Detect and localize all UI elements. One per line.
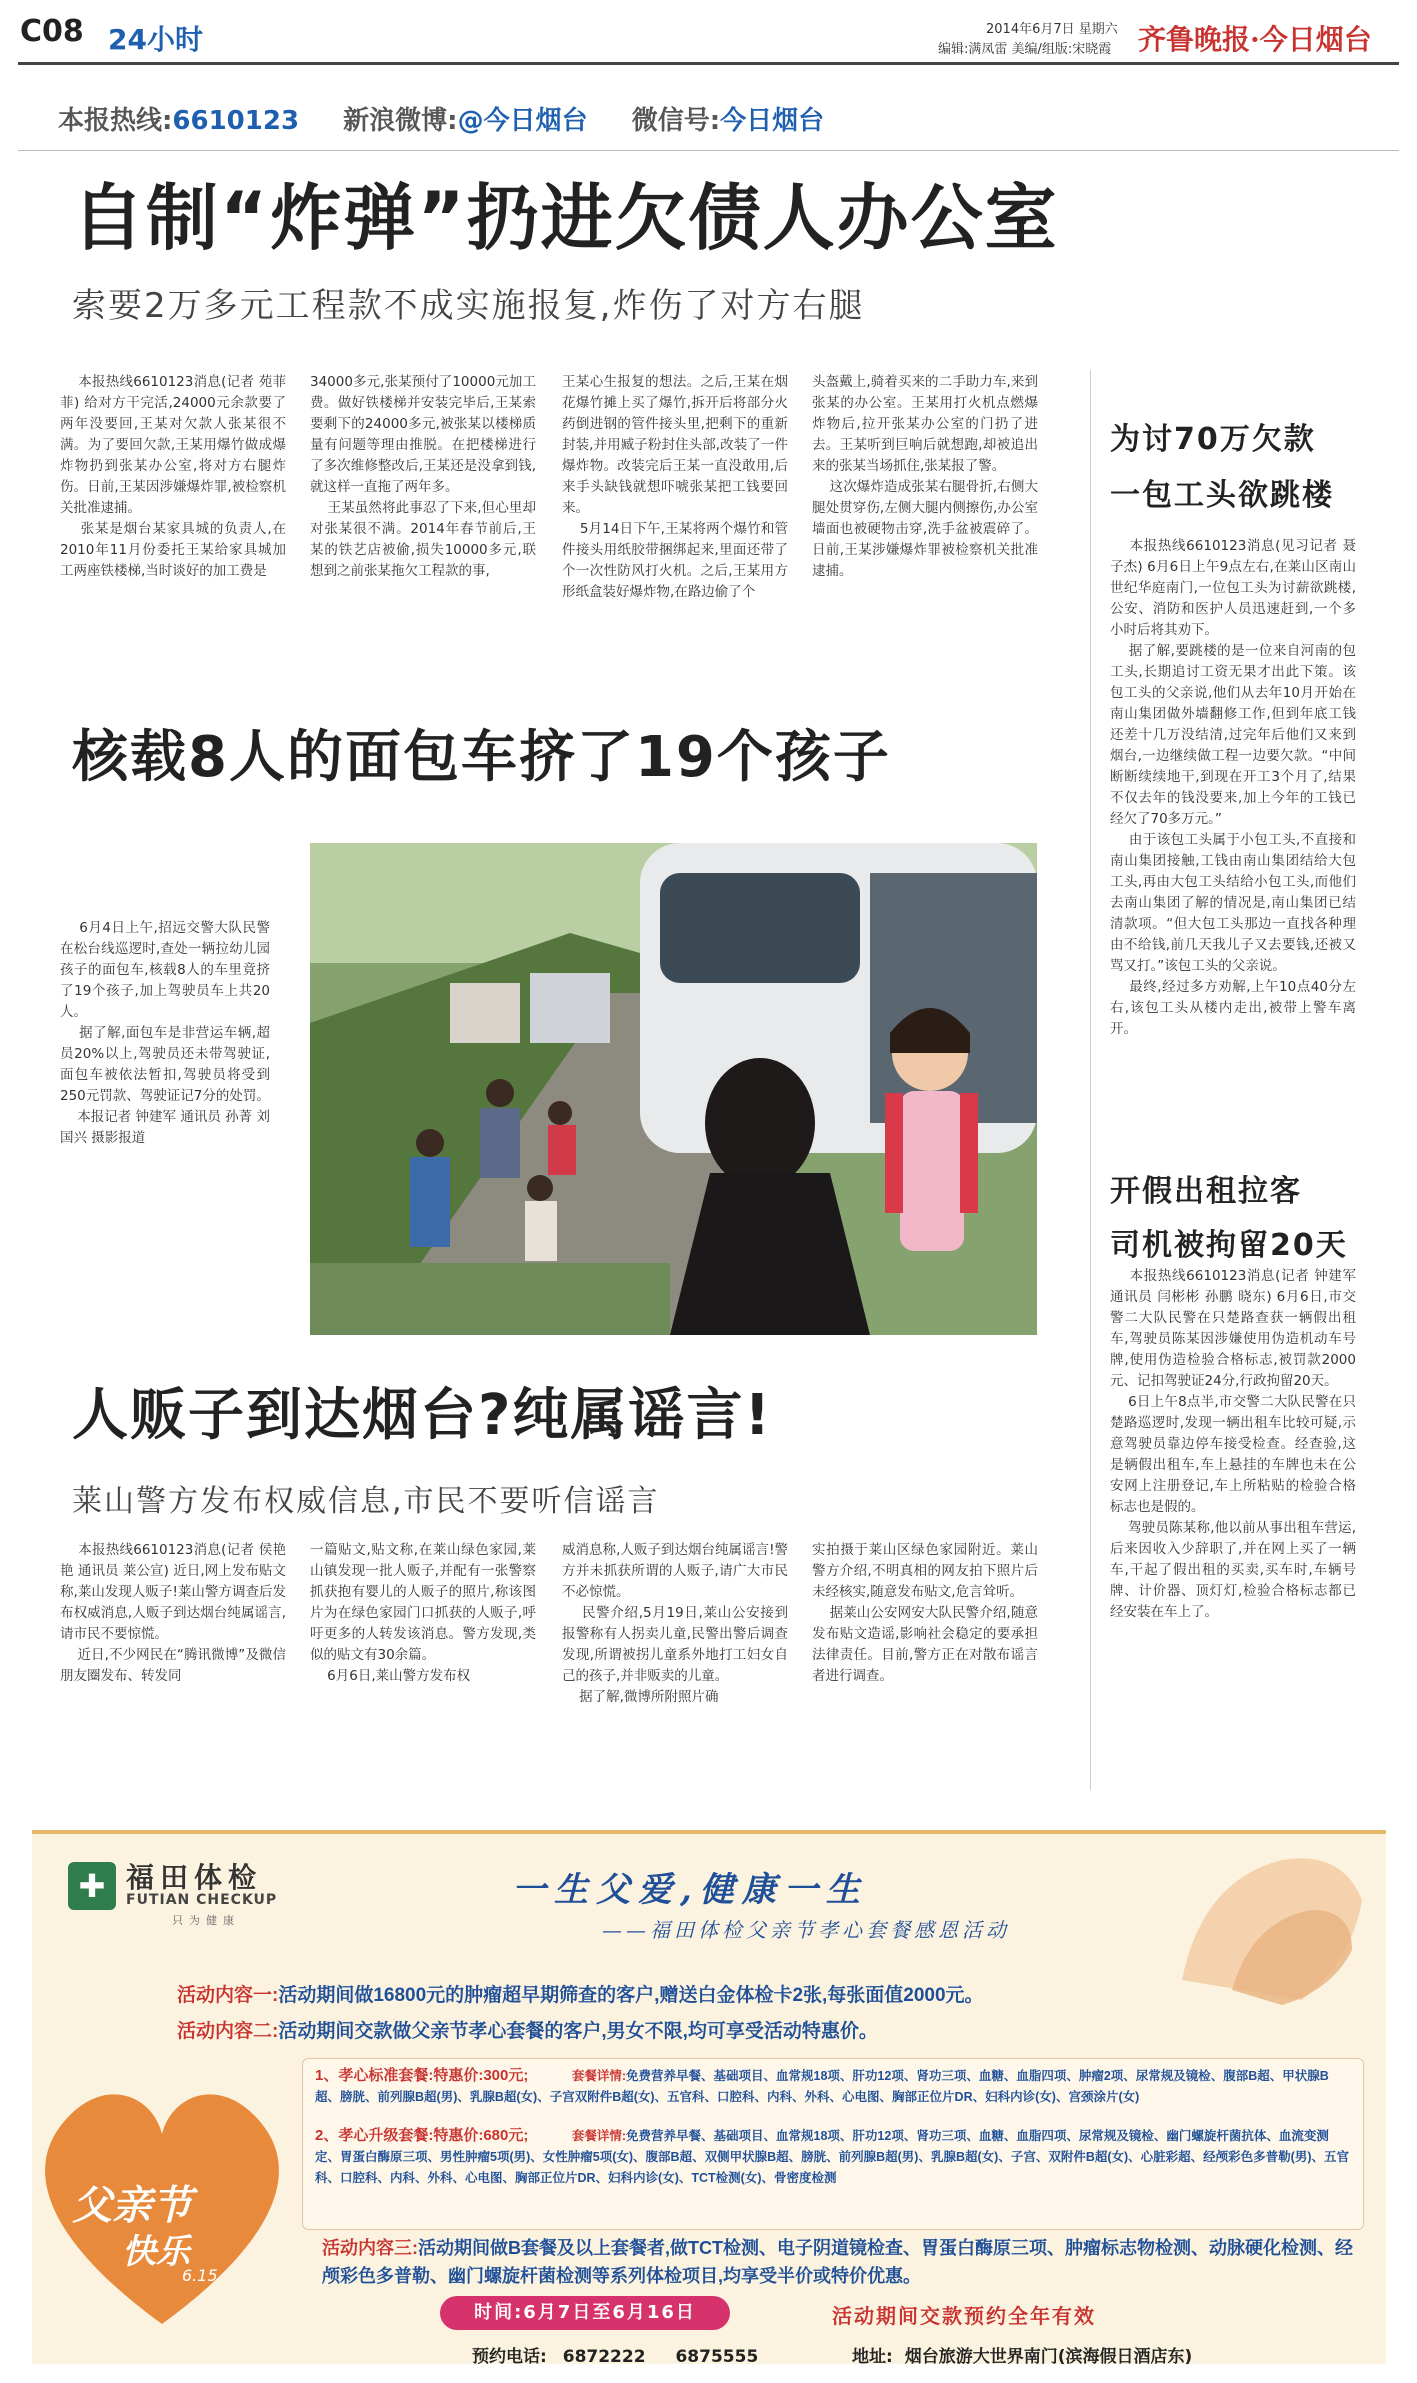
- act2-label: 活动内容二:: [177, 2021, 279, 2042]
- article1-subtitle: 索要2万多元工程款不成实施报复,炸伤了对方右腿: [72, 286, 865, 326]
- addr-line: [852, 2342, 1192, 2367]
- pkg2: [315, 2125, 1351, 2189]
- article1-col: 头盔戴上,骑着买来的二手助力车,来到张某的办公室。王某用打火机点燃爆炸物后,拉开张某办公室的门扔了进去。王某听到巨响后就想跑,却被追出来的张某当场抓住,张某报了警。 这次爆炸造成张某右腿骨折,右侧大腿处贯穿伤,左侧大腿内侧擦伤,办公室墙面也被硬物击穿,洗手盆被震碎了。日前,王某涉嫌爆炸罪被检察机关批准逮捕。: [812, 374, 1038, 579]
- act1: [177, 1984, 1357, 2008]
- page-header: [0, 0, 1417, 60]
- article2-body: 6月4日上午,招远交警大队民警在松台线巡逻时,查处一辆拉幼儿园孩子的面包车,核载8人的车里竟挤了19个孩子,加上驾驶员车上共20人。 据了解,面包车是非营运车辆,超员20%以上,驾驶员还未带驾驶证,面包车被依法暂扣,驾驶员将受到250元罚款、驾驶证记7分的处罚。 本报记者 钟建军 通讯员 孙菁 刘国兴 摄影报道: [60, 920, 270, 1146]
- article1-title: 自制“炸弹”扔进欠债人办公室: [72, 176, 1059, 260]
- act1-label: 活动内容一:: [177, 1985, 279, 2006]
- contact-bar: [58, 100, 824, 137]
- contact-rule: [18, 150, 1399, 151]
- side2-title1: 开假出租拉客: [1110, 1174, 1302, 1209]
- weibo-label: 新浪微博:: [343, 106, 458, 136]
- phone2: 6875555: [675, 2347, 759, 2367]
- heart-text1: 父亲节: [72, 2182, 192, 2229]
- article2-title: 核载8人的面包车挤了19个孩子: [72, 725, 891, 790]
- time-badge: 时间:6月7日至6月16日: [440, 2296, 730, 2330]
- act2: [177, 2020, 1357, 2044]
- act3-label: 活动内容三:: [322, 2238, 418, 2258]
- package-box: [302, 2058, 1364, 2230]
- pkg1-detail: 免费营养早餐、基础项目、血常规18项、肝功12项、肾功三项、血糖、血脂四项、肿瘤2项、尿常规及镜检、腹部B超、甲状腺B超、膀胱、前列腺B超(男)、乳腺B超(女)、子宫双附件B超(女)、五官科、口腔科、内科、外科、心电图、胸部正位片DR、妇科内诊(女)、宫颈涂片(女): [315, 2069, 1329, 2104]
- side1-body: 本报热线6610123消息(见习记者 聂子杰) 6月6日上午9点左右,在莱山区南山世纪华庭南门,一位包工头为讨薪欲跳楼,公安、消防和医护人员迅速赶到,一个多小时后将其劝下。 据了解,要跳楼的是一位来自河南的包工头,长期追讨工资无果才出此下策。该包工头的父亲说,他们从去年10月开始在南山集团做外墙翻修工作,但到年底工钱还差十几万没结清,过完年后他们又来到烟台,一边继续做工程一边要欠款。“中间断断续续地干,到现在开工3个月了,结果不仅去年的钱没要来,加上今年的工钱已经欠了70多万元。” 由于该包工头属于小包工头,不直接和南山集团接触,工钱由南山集团结给大包工头,再由大包工头结给小包工头,而他们去南山集团了解的情况是,南山集团已结清款项。“但大包工头那边一直找各种理由不给钱,前几天我儿子又去要钱,还被又骂又打。”该包工头的父亲说。 最终,经过多方劝解,上午10点40分左右,该包工头从楼内走出,被带上警车离开。: [1110, 538, 1356, 1037]
- ad-subslogan: ——福田体检父亲节孝心套餐感恩活动: [602, 1918, 1010, 1942]
- weibo-value: @今日烟台: [457, 106, 588, 136]
- wechat-label: 微信号:: [631, 106, 721, 136]
- hotline-label: 本报热线:: [58, 106, 173, 136]
- sidebar-divider: [1090, 370, 1091, 1790]
- newspaper-brand: 齐鲁晚报·今日烟台: [1138, 23, 1372, 56]
- heart-date: 6.15: [182, 2266, 218, 2285]
- addr: 烟台旅游大世界南门(滨海假日酒店东): [904, 2347, 1193, 2367]
- article1-col: 本报热线6610123消息(记者 苑菲菲) 给对方干完活,24000元余款要了两年没要回,王某对欠款人张某很不满。为了要回欠款,王某用爆竹做成爆炸物扔到张某办公室,将对方右腿炸伤。日前,王某因涉嫌爆炸罪,被检察机关批准逮捕。 张某是烟台某家具城的负责人,在2010年11月份委托王某给家具城加工两座铁楼梯,当时谈好的加工费是: [60, 374, 286, 579]
- phone1: 6872222: [562, 2347, 646, 2367]
- ad-brand-cn: 福田体检: [126, 1861, 263, 1894]
- pkg2-label: 2、孝心升级套餐:特惠价:680元;: [315, 2127, 529, 2144]
- wechat-value: 今日烟台: [720, 106, 825, 136]
- section-name: 24小时: [108, 23, 203, 56]
- article3-title: 人贩子到达烟台?纯属谣言!: [72, 1383, 773, 1448]
- ad-logo-icon: ✚: [68, 1862, 116, 1910]
- hotline-value: 6610123: [172, 106, 300, 136]
- news-photo: [310, 843, 1037, 1335]
- phone-label: 预约电话:: [472, 2347, 547, 2367]
- article3-col: 实拍摄于莱山区绿色家园附近。莱山警方介绍,不明真相的网友拍下照片后未经核实,随意发布贴文,危言耸听。 据莱山公安网安大队民警介绍,随意发布贴文造谣,影响社会稳定的要承担法律责任。目前,警方正在对散布谣言者进行调查。: [812, 1542, 1038, 1684]
- pkg1-detail-label: 套餐详情:: [571, 2069, 627, 2083]
- ad-section: [32, 1830, 1386, 2367]
- header-rule: [18, 62, 1399, 65]
- act1-text: 活动期间做16800元的肿瘤超早期筛查的客户,赠送白金体检卡2张,每张面值2000元。: [278, 1985, 984, 2006]
- pkg1: [315, 2065, 1351, 2108]
- article3-subtitle: 莱山警方发布权威信息,市民不要听信谣言: [72, 1484, 660, 1519]
- article3-col: 本报热线6610123消息(记者 侯艳艳 通讯员 莱公宣) 近日,网上发布贴文称,莱山发现人贩子!莱山警方调查后发布权威消息,人贩子到达烟台纯属谣言,请市民不要惊慌。 近日,不少网民在“腾讯微博”及微信朋友圈发布、转发同: [60, 1542, 287, 1684]
- side2-title2: 司机被拘留20天: [1110, 1228, 1348, 1263]
- addr-label: 地址:: [852, 2347, 893, 2367]
- side2-body: 本报热线6610123消息(记者 钟建军 通讯员 闫彬彬 孙鹏 晓东) 6月6日,市交警二大队民警在只楚路查获一辆假出租车,驾驶员陈某因涉嫌使用伪造机动车号牌,使用伪造检验合格标志,被罚款2000元、记扣驾驶证24分,行政拘留20天。 6日上午8点半,市交警二大队民警在只楚路巡逻时,发现一辆出租车比较可疑,示意驾驶员靠边停车接受检查。经查验,这是辆假出租车,车上悬挂的车牌也未在公安网上注册登记,车上所粘贴的检验合格标志也是假的。 驾驶员陈某称,他以前从事出租车营运,后来因收入少辞职了,并在网上买了一辆车,干起了假出租的买卖,买车时,车辆号牌、计价器、顶灯灯,检验合格标志都已经安装在车上了。: [1110, 1268, 1356, 1620]
- article3-col: 一篇贴文,贴文称,在莱山绿色家园,莱山镇发现一批人贩子,并配有一张警察抓获抱有婴儿的人贩子的照片,称该图片为在绿色家园门口抓获的人贩子,呼吁更多的人转发该消息。警方发现,类似的贴文有30余篇。 6月6日,莱山警方发布权: [310, 1542, 536, 1684]
- article1-col: 34000多元,张某预付了10000元加工费。做好铁楼梯并安装完毕后,王某索要剩下的24000多元,被张某以楼梯质量有问题等理由推脱。在把楼梯进行了多次维修整改后,王某还是没拿到钱,就这样一直拖了两年多。 王某虽然将此事忍了下来,但心里却对张某很不满。2014年春节前后,王某的铁艺店被偷,损失10000多元,联想到之前张某拖欠工程款的事,: [310, 374, 536, 579]
- header-date: 2014年6月7日 星期六: [986, 22, 1118, 37]
- ad-brand-tag: 只为健康: [172, 1914, 240, 1927]
- act3: [322, 2234, 1362, 2290]
- header-editors: 编辑:满凤雷 美编/组版:宋晓霞: [938, 42, 1112, 57]
- page-number: C08: [20, 14, 84, 49]
- article3-col: 威消息称,人贩子到达烟台纯属谣言!警方并未抓获所谓的人贩子,请广大市民不必惊慌。 民警介绍,5月19日,莱山公安接到报警称有人拐卖儿童,民警出警后调查发现,所谓被拐儿童系外地打工妇女自己的孩子,并非贩卖的儿童。 据了解,微博所附照片确: [562, 1542, 788, 1705]
- pkg2-detail: 免费营养早餐、基础项目、血常规18项、肝功12项、肾功三项、血糖、血脂四项、尿常规及镜检、幽门螺旋杆菌抗体、血流变测定、胃蛋白酶原三项、男性肿瘤5项(男)、女性肿瘤5项(女)、腹部B超、双侧甲状腺B超、膀胱、前列腺B超(男)、乳腺B超(女)、子宫、双附件B超(女)、心脏彩超、经颅彩色多普勒(男)、五官科、口腔科、内科、外科、心电图、胸部正位片DR、妇科内诊(女)、TCT检测(女)、骨密度检测: [315, 2129, 1349, 2185]
- pkg1-label: 1、孝心标准套餐:特惠价:300元;: [315, 2067, 529, 2084]
- side1-title1: 为讨70万欠款: [1110, 422, 1316, 457]
- act2-text: 活动期间交款做父亲节孝心套餐的客户,男女不限,均可享受活动特惠价。: [278, 2021, 878, 2042]
- act3-text: 活动期间做B套餐及以上套餐者,做TCT检测、电子阴道镜检查、胃蛋白酶原三项、肿瘤标志物检测、动脉硬化检测、经颅彩色多普勒、幽门螺旋杆菌检测等系列体检项目,均享受半价或特价优惠。: [322, 2238, 1353, 2286]
- side1-title2: 一包工头欲跳楼: [1110, 478, 1334, 513]
- heart-text2: 快乐: [122, 2232, 190, 2272]
- photo-illustration: [310, 843, 1037, 1335]
- ad-notice: 活动期间交款预约全年有效: [832, 2304, 1096, 2328]
- pkg2-detail-label: 套餐详情:: [571, 2129, 627, 2143]
- ad-brand-en: FUTIAN CHECKUP: [126, 1892, 278, 1908]
- article1-col: 王某心生报复的想法。之后,王某在烟花爆竹摊上买了爆竹,拆开后将部分火药倒进钢的管件接头里,把剩下的重新封装,并用臧子粉封住头部,改装了一件爆炸物。改装完后王某一直没敢用,后来手头缺钱就想吓唬张某把工钱要回来。 5月14日下午,王某将两个爆竹和管件接头用纸胶带捆绑起来,里面还带了个一次性防风打火机。之后,王某用方形纸盒装好爆炸物,在路边偷了个: [562, 374, 788, 600]
- phone-line: [472, 2342, 758, 2367]
- ad-slogan: 一生父爱,健康一生: [512, 1870, 868, 1910]
